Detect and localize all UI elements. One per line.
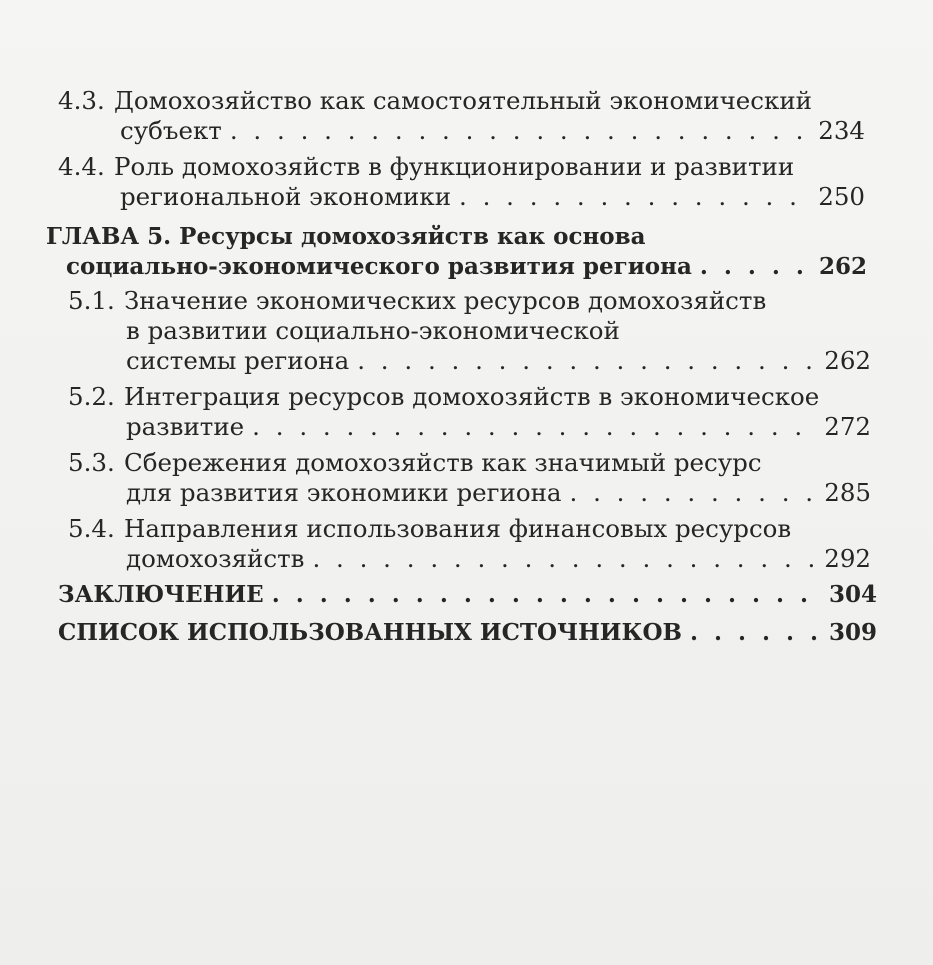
- toc-entry-title-continued: в развитии социально-экономической: [126, 316, 620, 345]
- toc-entry-5-3[interactable]: [0, 448, 933, 508]
- toc-entry-title-continued: для развития экономики региона: [126, 478, 562, 507]
- toc-entry-title: Направления использования финансовых ресурсов: [124, 514, 792, 543]
- toc-entry-title-continued: субъект: [120, 116, 222, 145]
- toc-entry-page: 234: [818, 116, 865, 145]
- toc-entry-page: 304: [828, 581, 877, 608]
- table-of-contents: [0, 86, 933, 656]
- toc-entry-number: 4.4.: [58, 152, 105, 181]
- toc-entry-page: 262: [824, 346, 871, 375]
- toc-entry-title-continued: региональной экономики: [120, 182, 452, 211]
- dot-leader: [690, 618, 823, 648]
- references-title: СПИСОК ИСПОЛЬЗОВАННЫХ ИСТОЧНИКОВ: [58, 619, 682, 646]
- toc-entry-5-4[interactable]: [0, 514, 933, 574]
- toc-entry-title-continued: системы региона: [126, 346, 350, 375]
- toc-entry-page: 285: [824, 478, 871, 507]
- toc-entry-number: 5.4.: [68, 514, 115, 543]
- toc-entry-number: 5.2.: [68, 382, 115, 411]
- toc-entry-5-1[interactable]: [0, 286, 933, 376]
- toc-entry-page: 250: [818, 182, 865, 211]
- toc-entry-page: 309: [828, 619, 877, 646]
- dot-leader: [570, 478, 819, 508]
- dot-leader: [230, 116, 812, 146]
- dot-leader: [700, 252, 813, 282]
- dot-leader: [459, 182, 812, 212]
- toc-entry-5-2[interactable]: [0, 382, 933, 442]
- toc-entry-title-continued: развитие: [126, 412, 245, 441]
- toc-conclusion[interactable]: [0, 580, 933, 610]
- toc-entry-title: Роль домохозяйств в функционировании и развитии: [114, 152, 795, 181]
- conclusion-title: ЗАКЛЮЧЕНИЕ: [58, 581, 264, 608]
- toc-chapter-5[interactable]: [0, 222, 933, 282]
- toc-entry-title: Интеграция ресурсов домохозяйств в экономическое: [124, 382, 820, 411]
- toc-entry-number: 5.3.: [68, 448, 115, 477]
- dot-leader: [357, 346, 818, 376]
- toc-entry-number: 4.3.: [58, 86, 105, 115]
- toc-entry-number: 5.1.: [68, 286, 115, 315]
- toc-references[interactable]: [0, 618, 933, 648]
- toc-entry-title: Домохозяйство как самостоятельный экономический: [114, 86, 812, 115]
- toc-entry-page: 262: [818, 253, 867, 280]
- dot-leader: [272, 580, 823, 610]
- dot-leader: [312, 544, 818, 574]
- toc-entry-title: Сбережения домохозяйств как значимый ресурс: [124, 448, 762, 477]
- toc-entry-4-4[interactable]: [0, 152, 933, 212]
- toc-entry-page: 292: [824, 544, 871, 573]
- toc-entry-title: Значение экономических ресурсов домохозяйств: [124, 286, 767, 315]
- dot-leader: [252, 412, 818, 442]
- toc-entry-page: 272: [824, 412, 871, 441]
- toc-entry-title-continued: домохозяйств: [126, 544, 305, 573]
- toc-entry-4-3[interactable]: [0, 86, 933, 146]
- chapter-title-continued: социально-экономического развития региона: [66, 253, 692, 280]
- chapter-title: ГЛАВА 5. Ресурсы домохозяйств как основа: [46, 223, 646, 250]
